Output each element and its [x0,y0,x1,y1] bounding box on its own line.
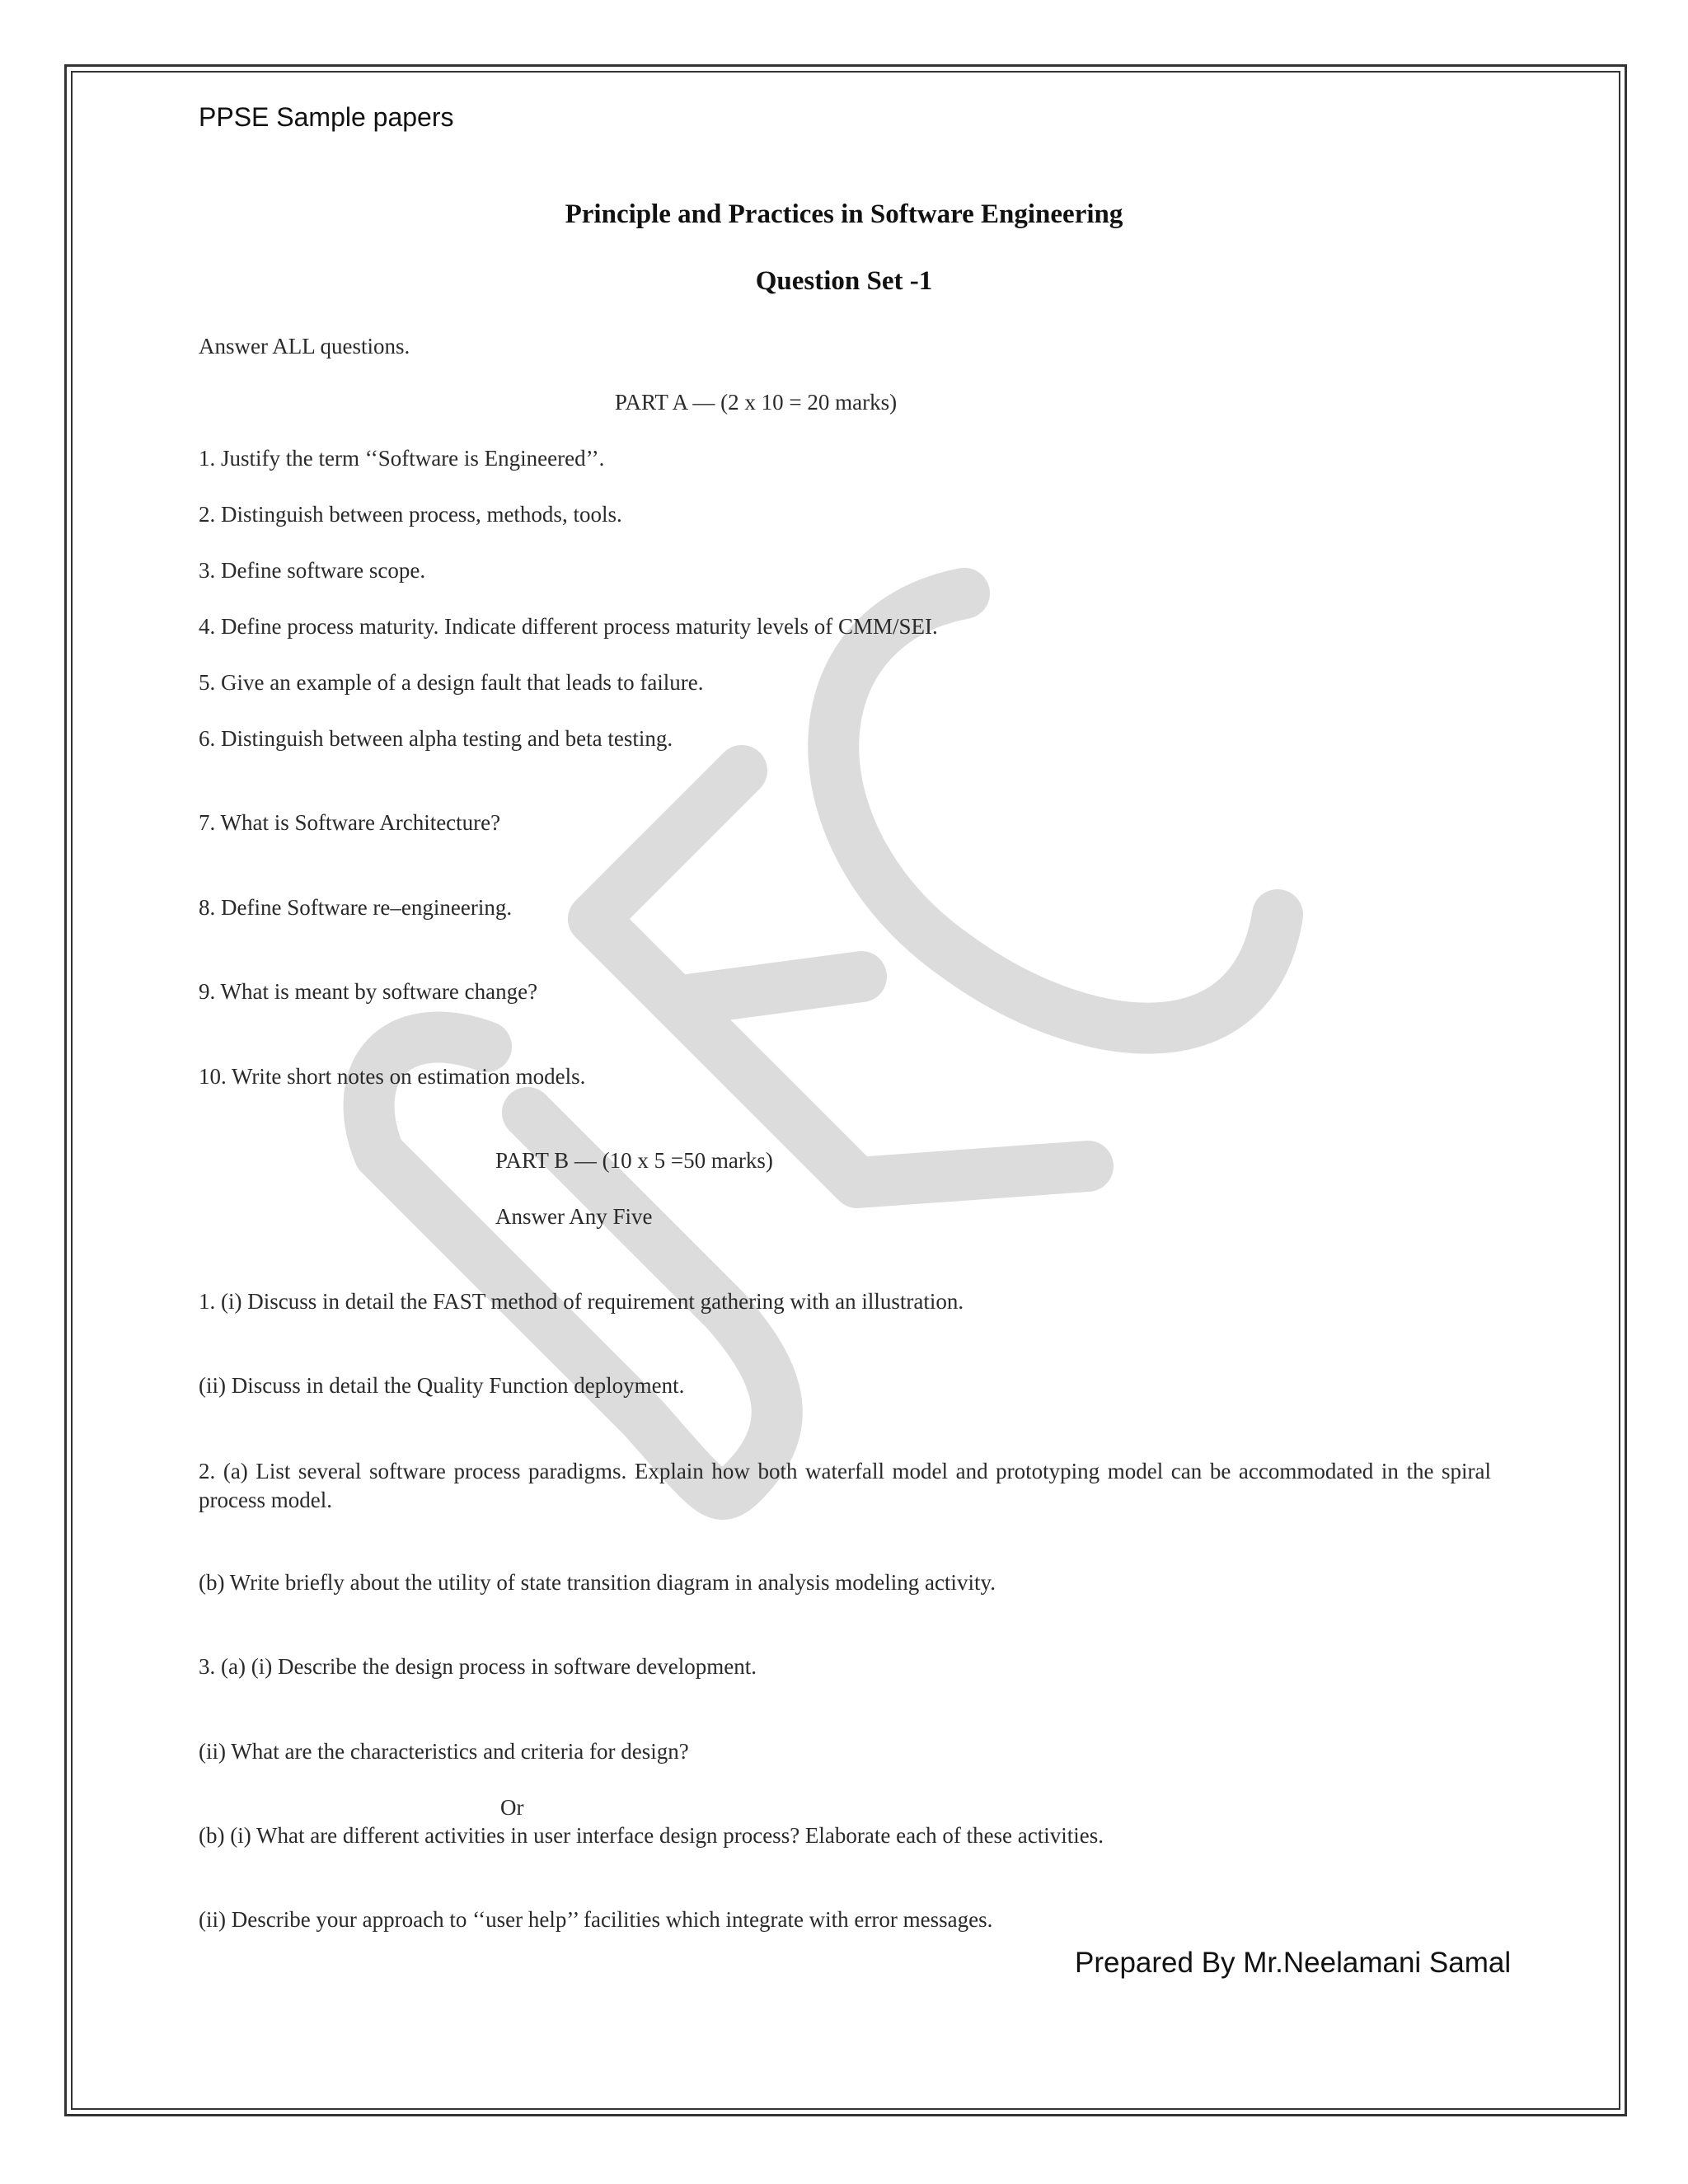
part-b-question-3-b-ii: (ii) Describe your approach to ‘‘user help’’ facilities which integrate with error messages. [199,1907,993,1932]
part-b-question-2-a: 2. (a) List several software process paradigms. Explain how both waterfall model and prototyping model can be accommodated in the spiral process model. [199,1459,1491,1512]
part-b-instruction: Answer Any Five [495,1204,653,1229]
part-a-question-7: 7. What is Software Architecture? [199,810,501,835]
part-a-question-2: 2. Distinguish between process, methods, tools. [199,502,622,527]
part-b-heading: PART B — (10 x 5 =50 marks) [495,1148,773,1173]
part-b-question-1-i: 1. (i) Discuss in detail the FAST method of requirement gathering with an illustration. [199,1289,964,1314]
part-a-question-5: 5. Give an example of a design fault that leads to failure. [199,670,704,695]
watermark-letter-e-middle-bar [676,977,861,1001]
part-b-question-1-ii: (ii) Discuss in detail the Quality Function deployment. [199,1373,685,1398]
part-b-question-3-a-ii: (ii) What are the characteristics and criteria for design? [199,1739,689,1764]
header-text: PPSE Sample papers [199,102,454,132]
watermark-letter-c [833,593,1278,1029]
instructions-text: Answer ALL questions. [199,334,410,359]
part-a-question-8: 8. Define Software re–engineering. [199,895,513,920]
part-b-question-3-a-i: 3. (a) (i) Describe the design process in software development. [199,1654,757,1679]
page-subtitle: Question Set -1 [755,266,933,296]
part-a-heading: PART A — (2 x 10 = 20 marks) [614,390,898,415]
part-a-question-1: 1. Justify the term ‘‘Software is Engineered’’. [199,446,605,471]
watermark-letter-s [369,1038,777,1494]
part-b-question-2-b: (b) Write briefly about the utility of state transition diagram in analysis modeling activity. [199,1570,996,1595]
part-a-question-10: 10. Write short notes on estimation models. [199,1064,586,1089]
part-a-question-4: 4. Define process maturity. Indicate different process maturity levels of CMM/SEI. [199,614,938,639]
part-a-question-9: 9. What is meant by software change? [199,979,538,1004]
page-title: Principle and Practices in Software Engineering [565,199,1123,229]
part-b-question-3-b-i: (b) (i) What are different activities in user interface design process? Elaborate each of these activities. [199,1823,1104,1848]
part-a-question-3: 3. Define software scope. [199,558,426,583]
or-separator: Or [500,1795,524,1820]
part-a-question-6: 6. Distinguish between alpha testing and beta testing. [199,726,673,751]
footer-author: Prepared By Mr.Neelamani Samal [1075,1947,1512,1979]
